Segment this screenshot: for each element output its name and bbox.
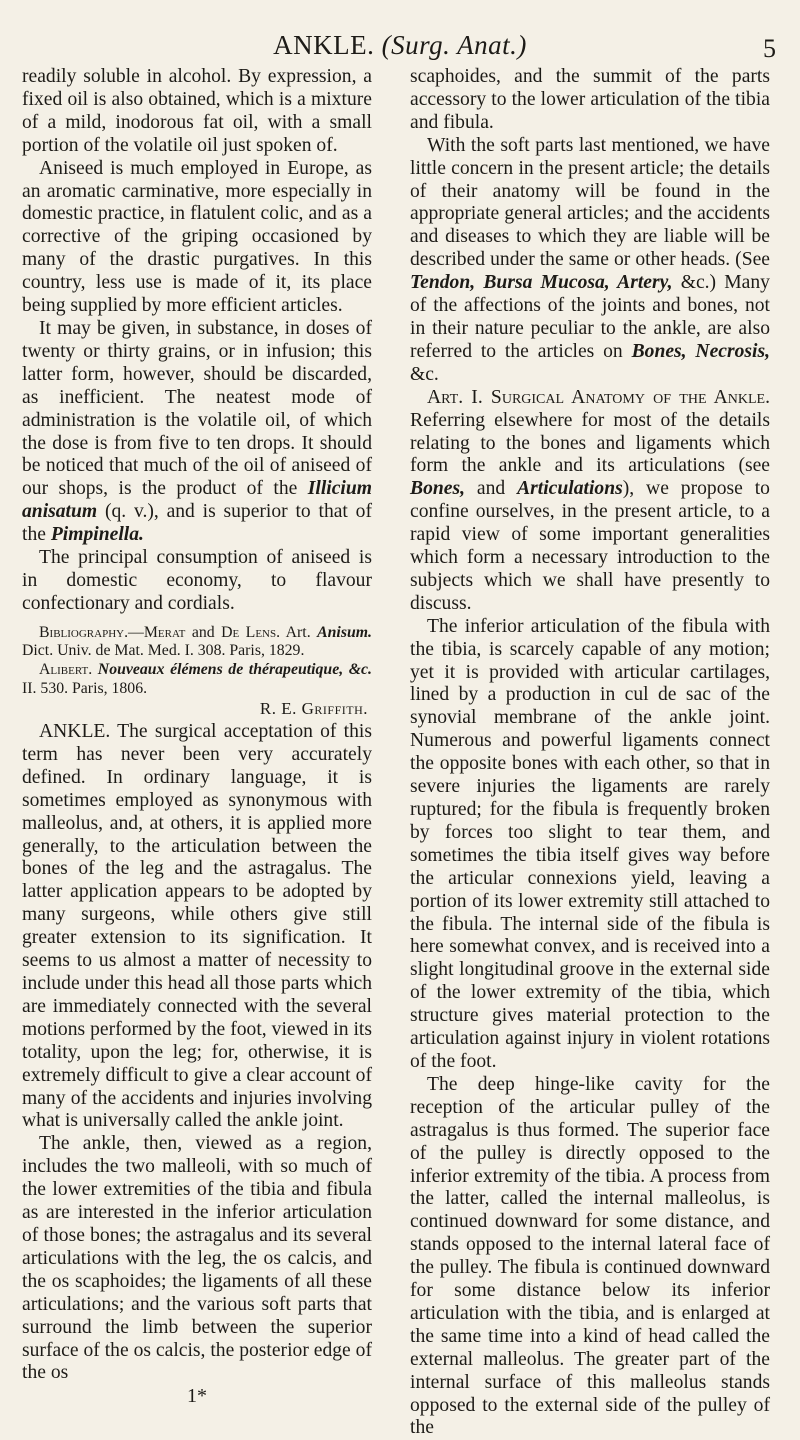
header-title-main: ANKLE. <box>273 30 375 60</box>
paragraph: scaphoides, and the summit of the parts accessory to the lower articulation of the tibia and fibula. <box>410 66 770 133</box>
paragraph: readily soluble in alcohol. By expression, a fixed oil is also obtained, which is a mixture of a mild, inodorous fat oil, with a small portion of the volatile oil just spoken of. <box>22 66 372 156</box>
paragraph: ANKLE. The surgical acceptation of this term has never been very accurately defined. In ordinary language, it is sometimes employed as synonymous with malleolus, and, at others, it is applied more generally, to the articulation between the bones of the leg and the astragalus. The latter application appears to be adopted by many surgeons, while others give still greater extension to its signification. It seems to us almost a matter of necessity to include under this head all those parts which are immediately connected with the several motions performed by the foot, viewed in its totality, upon the leg; for, otherwise, it is extremely difficult to give a clear account of many of the accidents and injuries involving what is universally called the ankle joint. <box>22 721 372 1132</box>
header-title <box>0 30 800 61</box>
paragraph: The inferior articulation of the fibula with the tibia, is scarcely capable of any motion; yet it is provided with articular cartilages, lined by a production in cul de sac of the synovial membrane of the ankle joint. Numerous and powerful ligaments connect the opposite bones with each other, so that in severe injuries the ligaments are rarely ruptured; for the fibula is frequently broken by forces too slight to tear them, and sometimes the tibia itself gives way before the articular connexions yield, leaving a portion of its lower extremity still attached to the fibula. The internal side of the fibula is here somewhat convex, and is received into a slight longitudinal groove in the external side of the lower extremity of the tibia, which structure gives material protection to the articulation against injury in violent rotations of the foot. <box>410 615 770 1072</box>
paragraph: With the soft parts last mentioned, we have little concern in the present article; the details of their anatomy will be found in the appropriate general articles; and the accidents and diseases to which they are liable will be described under the same or other heads. (See Tendon, Bursa Mucosa, Artery, &c.) Many of the affections of the joints and bones, not in their nature peculiar to the ankle, are also referred to the articles on Bones, Necrosis, &c. <box>410 134 770 385</box>
bibliography-entry: Bibliography.—Merat and De Lens. Art. Anisum. Dict. Univ. de Mat. Med. I. 308. Paris, 1829. <box>22 623 372 660</box>
left-column <box>22 66 372 1408</box>
paragraph: It may be given, in substance, in doses of twenty or thirty grains, or in infusion; this latter form, however, should be discarded, as inefficient. The neatest mode of administration is the volatile oil, of which the dose is from five to ten drops. It should be noticed that much of the oil of aniseed of our shops, is the product of the Illicium anisatum (q. v.), and is superior to that of the Pimpinella. <box>22 317 373 546</box>
paragraph: The deep hinge-like cavity for the reception of the articular pulley of the astragalus is thus formed. The superior face of the pulley is directly opposed to the inferior extremity of the tibia. A process from the latter, called the internal malleolus, is continued downward for some distance, and stands opposed to the internal lateral face of the pulley. The fibula is continued downward for some distance below its inferior articulation with the tibia, and is enlarged at the same time into a kind of head called the external malleolus. The greater part of the internal surface of this malleolus stands opposed to the external side of the pulley of the <box>410 1073 770 1439</box>
paragraph: The principal consumption of aniseed is in domestic economy, to flavour confectionary and cordials. <box>22 547 372 614</box>
right-column <box>410 66 770 1440</box>
signature-mark: 1* <box>187 1385 207 1408</box>
header-title-section: (Surg. Anat.) <box>381 30 527 60</box>
author-signature: R. E. Griffith. <box>259 699 368 719</box>
bibliography-entry: Alibert. Nouveaux élémens de thérapeutique, &c. II. 530. Paris, 1806. <box>22 660 372 697</box>
running-header <box>0 28 800 62</box>
page-number: 5 <box>763 34 776 63</box>
paragraph: Art. I. Surgical Anatomy of the Ankle. Referring elsewhere for most of the details relating to the bones and ligaments which form the ankle and its articulations (see Bones, and Articulations), we propose to confine ourselves, in the present article, to a rapid view of some important generalities which form a necessary introduction to the subjects which we shall have presently to discuss. <box>410 386 770 614</box>
paragraph: The ankle, then, viewed as a region, includes the two malleoli, with so much of the lower extremities of the tibia and fibula as are interested in the inferior articulation of those bones; the astragalus and its several articulations with the leg, the os calcis, and the os scaphoides; the ligaments of all these articulations; and the various soft parts that surround the limb between the superior surface of the os calcis, the posterior edge of the os <box>22 1133 372 1384</box>
paragraph: Aniseed is much employed in Europe, as an aromatic carminative, more especially in domestic practice, in flatulent colic, and as a corrective of the griping occasioned by many of the drastic purgatives. In this country, less use is made of it, its place being supplied by more efficient articles. <box>22 157 372 317</box>
